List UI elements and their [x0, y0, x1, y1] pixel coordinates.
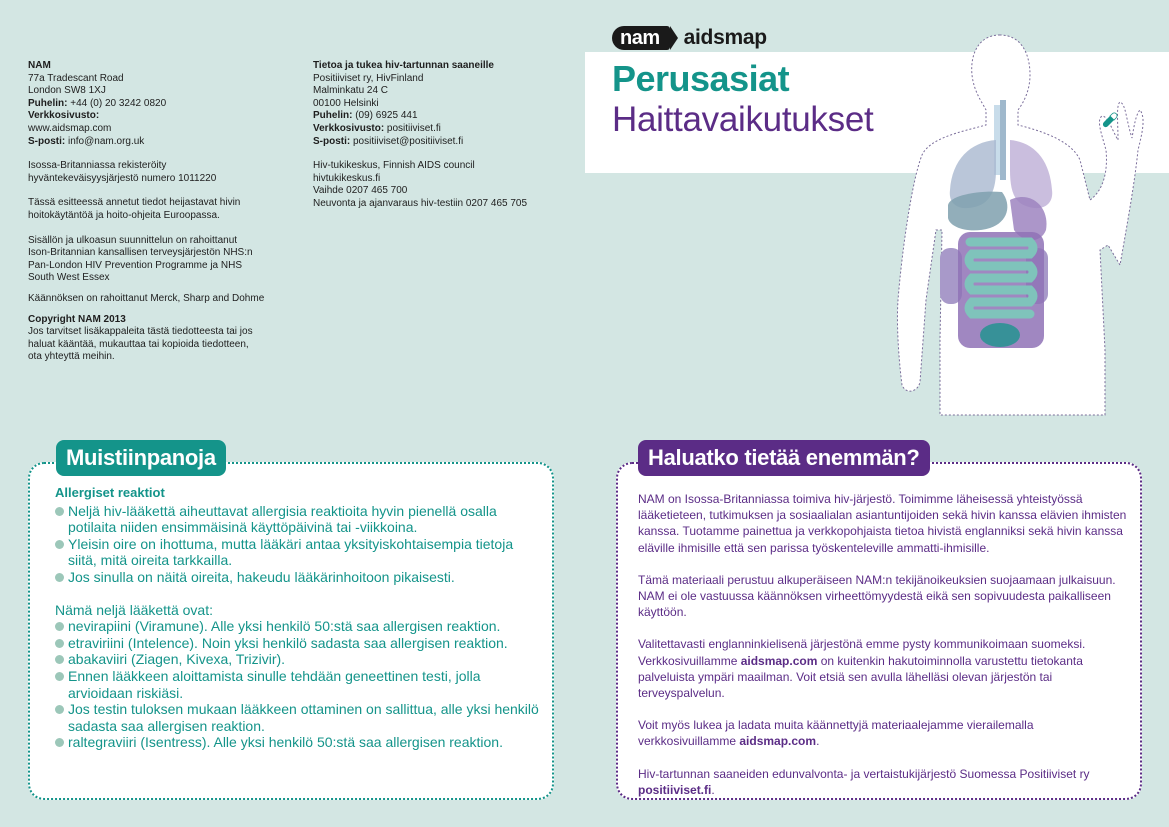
- notes-list-1: [55, 503, 545, 586]
- list-item: etraviriini (Intelence). Noin yksi henkilö sadasta saa allergisen reaktion.: [55, 635, 545, 652]
- logo-aidsmap: aidsmap: [683, 26, 767, 49]
- phone-value: +44 (0) 20 3242 0820: [67, 97, 167, 109]
- copies-line: Jos tarvitset lisäkappaleita tästä tiedotteesta tai jos: [28, 326, 253, 338]
- logo-nam: nam: [612, 26, 670, 50]
- center-website-link[interactable]: hivtukikeskus.fi: [313, 172, 381, 184]
- logo-arrow-icon: [670, 26, 678, 50]
- charity-line: hyväntekeväisyysjärjestö numero 1011220: [28, 172, 217, 184]
- finland-web: [313, 123, 573, 136]
- nam-contact-block: [28, 60, 288, 364]
- center-name: Hiv-tukikeskus, Finnish AIDS council: [313, 160, 475, 172]
- funding-line: Pan-London HIV Prevention Programme ja NHS: [28, 259, 242, 271]
- finland-email-link[interactable]: positiiviset@positiiviset.fi: [350, 135, 464, 147]
- web-label: Verkkosivusto:: [28, 110, 100, 122]
- list-item: Neljä hiv-lääkettä aiheuttavat allergisia reaktioita hyvin pienellä osalla potilaita niiden ensimmäisinä käyttöpäivinä tai -viikkoina.: [55, 503, 545, 536]
- page-subtitle: Haittavaikutukset: [612, 100, 874, 139]
- finland-heading: Tietoa ja tukea hiv-tartunnan saaneille: [313, 60, 494, 71]
- more-paragraph: NAM on Isossa-Britanniassa toimiva hiv-järjestö. Toimimme läheisessä yhteistyössä lääketieteen, tutkimuksen ja sosiaalialan asiantuntijoiden sekä hivin kanssa elävien ihmisten kanssa. Tuotamme painettua ja verkkopohjaista tietoa hivistä englanniksi sekä hivin kanssa eläville ihmisille että sen parissa työskenteleville ammatti-ihmisille.: [638, 492, 1127, 555]
- positiiviset-link[interactable]: positiiviset.fi: [638, 782, 712, 797]
- translation-funding: Käännöksen on rahoittanut Merck, Sharp and Dohme: [28, 292, 265, 304]
- paragraph-text: .: [816, 734, 820, 749]
- list-item: nevirapiini (Viramune). Alle yksi henkilö 50:stä saa allergisen reaktion.: [55, 618, 545, 635]
- phone-label: Puhelin:: [313, 110, 353, 122]
- list-item: Jos testin tuloksen mukaan lääkkeen ottaminen on sallittua, alle yksi henkilö sadasta saa allergisen reaktion.: [55, 701, 545, 734]
- list-item: abakaviiri (Ziagen, Kivexa, Trizivir).: [55, 651, 545, 668]
- charity-line: Isossa-Britanniassa rekisteröity: [28, 160, 167, 172]
- more-paragraph: [638, 766, 1128, 798]
- funding-line: South West Essex: [28, 272, 110, 284]
- bladder: [980, 323, 1020, 347]
- paragraph-text: Hiv-tartunnan saaneiden edunvalvonta- ja vertaistukijärjestö Suomessa Positiiviset ry: [638, 766, 1090, 781]
- finland-city: 00100 Helsinki: [313, 97, 379, 109]
- copyright: Copyright NAM 2013: [28, 313, 126, 325]
- finland-website-link[interactable]: positiiviset.fi: [384, 122, 441, 134]
- info-line: hoitokäytäntöä ja hoito-ohjeita Euroopassa.: [28, 209, 220, 221]
- small-intestine: [969, 242, 1033, 314]
- nam-address-line: 77a Tradescant Road: [28, 72, 124, 84]
- list-item: Ennen lääkkeen aloittamista sinulle tehdään geneettinen testi, jolla arvioidaan riskiäsi.: [55, 668, 545, 701]
- list-item: raltegraviiri (Isentress). Alle yksi henkilö 50:stä saa allergisen reaktion.: [55, 734, 545, 751]
- list-item: Jos sinulla on näitä oireita, hakeudu lääkärinhoitoon pikaisesti.: [55, 569, 545, 586]
- advice-line: Neuvonta ja ajanvaraus hiv-testiin 0207 465 705: [313, 197, 528, 209]
- info-line: Tässä esitteessä annetut tiedot heijastavat hivin: [28, 197, 241, 209]
- more-paragraph: [638, 717, 1128, 749]
- more-paragraph: Tämä materiaali perustuu alkuperäiseen NAM:n tekijänoikeuksien suojaamaan julkaisuun. NAM ei ole vastuussa käännöksen virheettömyydestä eikä sen sopivuudesta paikalliseen käyttöön.: [638, 572, 1116, 620]
- paragraph-text: Voit myös lukea ja ladata muita käännettyjä materiaalejamme vierailemalla verkkosivuillamme: [638, 718, 1034, 749]
- more-info-tab-heading: Haluatko tietää enemmän?: [638, 440, 930, 476]
- esophagus: [1000, 100, 1006, 180]
- funding-line: Ison-Britannian kansallisen terveysjärjestön NHS:n: [28, 247, 253, 259]
- finland-phone: [313, 110, 573, 123]
- aidsmap-link[interactable]: aidsmap.com: [739, 734, 817, 749]
- more-paragraph: [638, 636, 1128, 701]
- notes-subheading: Allergiset reaktiot: [55, 485, 165, 500]
- finland-street: Malminkatu 24 C: [313, 85, 389, 97]
- aidsmap-link[interactable]: aidsmap.com: [740, 653, 818, 668]
- nam-name: NAM: [28, 60, 51, 71]
- notes-list-2: [55, 618, 545, 751]
- email-label: S-posti:: [28, 135, 66, 147]
- nam-website-link[interactable]: www.aidsmap.com: [28, 122, 112, 134]
- notes-tab-heading: Muistiinpanoja: [56, 440, 226, 476]
- finland-org: Positiiviset ry, HivFinland: [313, 72, 424, 84]
- nam-phone: [28, 98, 288, 111]
- more-info-content: [638, 491, 1128, 814]
- switchboard: Vaihde 0207 465 700: [313, 185, 408, 197]
- nam-email-link[interactable]: info@nam.org.uk: [65, 135, 145, 147]
- nam-address-line: London SW8 1XJ: [28, 85, 106, 97]
- paragraph-text: .: [711, 782, 715, 797]
- notes-content: [55, 485, 545, 751]
- funding-line: Sisällön ja ulkoasun suunnittelun on rahoittanut: [28, 234, 238, 246]
- phone-label: Puhelin:: [28, 97, 68, 109]
- finland-email: [313, 136, 573, 149]
- nam-email: [28, 136, 288, 149]
- copies-line: haluat kääntää, mukauttaa tai kopioida tiedotteen,: [28, 338, 249, 350]
- web-label: Verkkosivusto:: [313, 122, 385, 134]
- nam-aidsmap-logo: [612, 26, 767, 50]
- list-item: Yleisin oire on ihottuma, mutta lääkäri antaa yksityiskohtaisempia tietoja siitä, mitä oireita tarkkailla.: [55, 536, 545, 569]
- paragraph-text: on kuitenkin hakutoiminnolla varustettu tietokanta palveluista ympäri maailman. Voit etsiä sen avulla lähelläsi olevan järjestön tai terveyspalvelun.: [638, 653, 1083, 701]
- email-label: S-posti:: [313, 135, 351, 147]
- body-organs-illustration: [890, 30, 1160, 420]
- phone-value: (09) 6925 441: [352, 110, 418, 122]
- notes-intro: Nämä neljä lääkettä ovat:: [55, 601, 213, 618]
- finland-contact-block: [313, 60, 573, 211]
- paragraph-text: Valitettavasti englanninkielisenä järjestönä emme pysty kommunikoimaan suomeksi. Verkkosivuillamme: [638, 637, 1086, 668]
- page-title: Perusasiat: [612, 58, 790, 99]
- copies-line: ota yhteyttä meihin.: [28, 351, 115, 363]
